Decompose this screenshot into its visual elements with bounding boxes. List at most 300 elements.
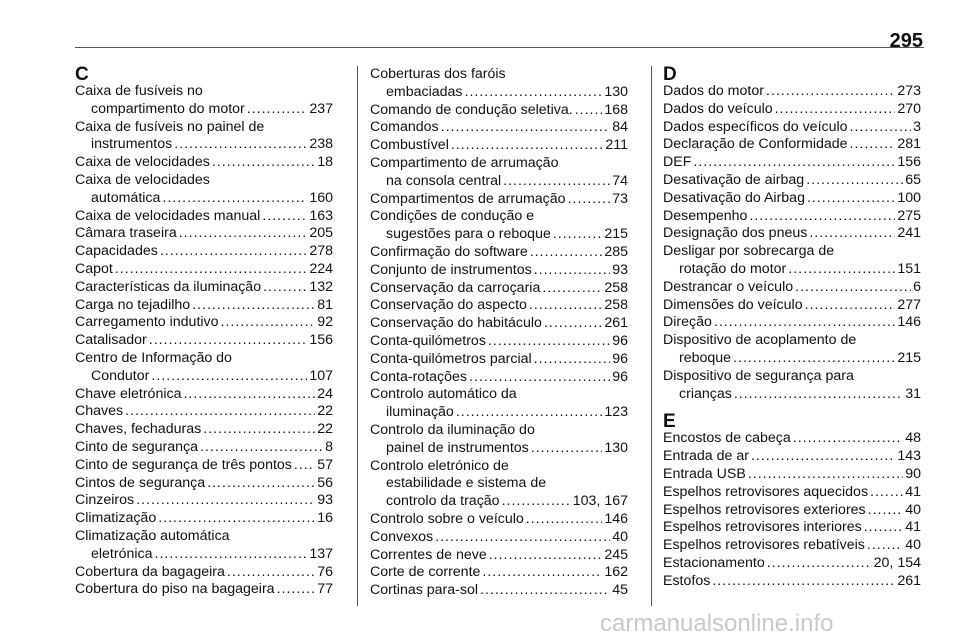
index-entry[interactable]	[370, 582, 628, 600]
index-entry[interactable]	[663, 154, 921, 172]
entry-page-number: 22	[317, 403, 333, 420]
entry-leader-line	[663, 297, 921, 315]
entry-leader-line	[663, 190, 921, 208]
index-entry[interactable]	[663, 314, 921, 332]
leader-dots	[542, 280, 602, 298]
index-entry[interactable]	[75, 261, 333, 279]
entry-leader-line	[75, 386, 333, 404]
page-number: 295	[889, 30, 923, 52]
entry-text-line: Caixa de velocidades	[75, 171, 210, 188]
entry-term: Espelhos retrovisores aquecidos	[663, 483, 869, 500]
entry-leader-line	[75, 564, 333, 582]
entry-leader-line	[75, 154, 333, 172]
leader-dots	[262, 208, 307, 226]
entry-term: Conservação do aspecto	[370, 297, 527, 314]
index-entry[interactable]	[663, 332, 921, 368]
entry-term: Dimensões do veículo	[663, 296, 803, 313]
entry-term: Conta-quilómetros	[370, 332, 486, 349]
index-entry[interactable]	[75, 225, 333, 243]
entry-term: crianças	[679, 385, 732, 402]
leader-dots	[221, 314, 316, 332]
leader-dots	[149, 332, 308, 350]
index-entry[interactable]	[75, 297, 333, 315]
entry-leader-line	[663, 119, 921, 137]
leader-dots	[212, 154, 315, 172]
entry-leader-line	[370, 369, 628, 387]
entry-term: Designação dos pneus	[663, 225, 808, 242]
index-column-3	[663, 66, 921, 591]
entry-leader-line	[75, 136, 333, 154]
leader-dots	[183, 386, 315, 404]
index-entry[interactable]	[370, 564, 628, 582]
entry-page-number: 241	[897, 225, 921, 242]
leader-dots	[247, 101, 308, 119]
entry-page-number: 107	[309, 367, 333, 384]
index-entry[interactable]	[663, 172, 921, 190]
entry-page-number: 65	[905, 171, 921, 188]
leader-dots	[734, 386, 903, 404]
leader-dots	[502, 493, 571, 511]
index-entry[interactable]	[370, 458, 628, 511]
leader-dots	[200, 439, 323, 457]
leader-dots	[805, 297, 896, 315]
leader-dots	[489, 547, 603, 565]
entry-term: Cintos de segurança	[75, 474, 206, 491]
leader-dots	[714, 314, 895, 332]
index-entry[interactable]	[75, 350, 333, 386]
index-column-2	[370, 66, 628, 600]
entry-leader-line	[75, 492, 333, 510]
entry-term: Chave eletrónica	[75, 385, 182, 402]
index-entry[interactable]	[75, 208, 333, 226]
entry-text-line: estabilidade e sistema de	[386, 475, 547, 492]
entry-leader-line	[663, 314, 921, 332]
index-entry[interactable]	[370, 191, 628, 209]
leader-dots	[864, 519, 904, 537]
leader-dots	[174, 136, 307, 154]
entry-text-line: Dispositivo de acoplamento de	[663, 332, 857, 349]
entry-term: eletrónica	[91, 545, 153, 562]
index-entry[interactable]	[370, 422, 628, 458]
entry-leader-line	[663, 430, 921, 448]
index-entry[interactable]	[370, 119, 628, 137]
entry-page-number: 76	[317, 563, 333, 580]
entry-term: Carga no tejadilho	[75, 296, 191, 313]
leader-dots	[162, 190, 307, 208]
entry-leader-line	[663, 502, 921, 520]
entry-leader-line	[370, 564, 628, 582]
entry-term: painel de instrumentos	[386, 439, 529, 456]
entry-leader-line	[75, 190, 333, 208]
index-entry[interactable]	[75, 421, 333, 439]
entry-term: Combustível	[370, 137, 449, 154]
index-entry[interactable]	[663, 484, 921, 502]
entry-term: Entrada de ar	[663, 448, 749, 465]
leader-dots	[712, 573, 895, 591]
entry-term: Cobertura da bagageira	[75, 563, 225, 580]
index-entry[interactable]	[370, 155, 628, 191]
leader-dots	[451, 137, 604, 155]
entry-page-number: 84	[612, 119, 628, 136]
entry-term: Caixa de velocidades	[75, 154, 210, 171]
index-entry[interactable]	[663, 279, 921, 297]
index-entry[interactable]	[663, 225, 921, 243]
index-entry[interactable]	[370, 244, 628, 262]
index-entry[interactable]	[75, 581, 333, 599]
entry-leader-line	[370, 280, 628, 298]
entry-leader-line	[370, 244, 628, 262]
index-entry[interactable]	[663, 119, 921, 137]
entry-page-number: 245	[604, 546, 628, 563]
entry-page-number: 24	[317, 385, 333, 402]
entry-leader-line	[663, 154, 921, 172]
leader-dots	[469, 369, 610, 387]
index-entry[interactable]	[370, 66, 628, 102]
index-entry[interactable]	[663, 502, 921, 520]
index-entry[interactable]	[663, 448, 921, 466]
entry-leader-line	[75, 297, 333, 315]
entry-leader-line	[370, 351, 628, 369]
entry-term: controlo da tração	[386, 493, 500, 510]
index-entry[interactable]	[663, 83, 921, 101]
entry-page-number: 100	[897, 189, 921, 206]
entry-page-number: 96	[612, 332, 628, 349]
index-entry[interactable]	[75, 564, 333, 582]
entry-term: Conservação do habitáculo	[370, 315, 542, 332]
leader-dots	[553, 226, 602, 244]
entry-term: Conjunto de instrumentos	[370, 261, 532, 278]
entry-text-line: Compartimento de arrumação	[370, 154, 559, 171]
entry-page-number: 156	[309, 332, 333, 349]
entry-term: Desativação do Airbag	[663, 189, 805, 206]
leader-dots	[155, 546, 308, 564]
entry-term: Cortinas para-sol	[370, 582, 479, 599]
entry-term: Características da iluminação	[75, 278, 262, 295]
index-entry[interactable]	[370, 511, 628, 529]
index-entry[interactable]	[370, 262, 628, 280]
entry-page-number: 31	[905, 385, 921, 402]
entry-term: Espelhos retrovisores exteriores	[663, 501, 866, 518]
leader-dots	[751, 448, 895, 466]
index-entry[interactable]	[370, 333, 628, 351]
entry-page-number: 18	[317, 154, 333, 171]
entry-term: sugestões para o reboque	[386, 226, 551, 243]
entry-page-number: 275	[897, 207, 921, 224]
index-entry[interactable]	[75, 154, 333, 172]
index-entry[interactable]	[370, 137, 628, 155]
index-entry[interactable]	[75, 172, 333, 208]
index-entry[interactable]	[663, 243, 921, 279]
column-divider	[357, 66, 358, 606]
entry-page-number: 56	[317, 474, 333, 491]
entry-term: Declaração de Conformidade	[663, 136, 848, 153]
index-entry[interactable]	[663, 208, 921, 226]
entry-page-number: 92	[317, 314, 333, 331]
entry-page-number: 132	[309, 278, 333, 295]
entry-page-number: 74	[612, 172, 628, 189]
leader-dots	[850, 119, 912, 137]
entry-term: Conservação da carroçaria	[370, 279, 541, 296]
index-entry[interactable]	[663, 136, 921, 154]
leader-dots	[766, 83, 895, 101]
leader-dots	[793, 430, 903, 448]
entry-page-number: 146	[604, 510, 628, 527]
entry-term: Entrada USB	[663, 465, 746, 482]
entry-page-number: 22	[317, 421, 333, 438]
entry-leader-line	[663, 466, 921, 484]
leader-dots	[207, 475, 315, 493]
entry-term: DEF	[663, 154, 692, 171]
entry-page-number: 96	[612, 350, 628, 367]
entry-page-number: 20, 154	[873, 554, 921, 571]
index-entry[interactable]	[75, 386, 333, 404]
entry-term: embaciadas	[386, 83, 463, 100]
entry-page-number: 160	[309, 189, 333, 206]
index-entry[interactable]	[370, 297, 628, 315]
entry-text-line: Controlo eletrónico de	[370, 457, 509, 474]
entry-leader-line	[75, 261, 333, 279]
entry-text-line: Dispositivo de segurança para	[663, 367, 854, 384]
index-entry[interactable]	[75, 439, 333, 457]
entry-page-number: 48	[905, 430, 921, 447]
leader-dots	[575, 102, 603, 120]
entry-text-line: Condições de condução e	[370, 208, 535, 225]
entry-leader-line	[663, 172, 921, 190]
leader-dots	[294, 457, 315, 475]
index-entry[interactable]	[370, 529, 628, 547]
leader-dots	[809, 225, 895, 243]
entry-leader-line	[663, 519, 921, 537]
index-entry[interactable]	[370, 369, 628, 387]
entry-leader-line	[75, 457, 333, 475]
entry-page-number: 238	[309, 136, 333, 153]
entry-leader-line	[663, 83, 921, 101]
entry-page-number: 215	[604, 226, 628, 243]
leader-dots	[456, 404, 603, 422]
index-entry[interactable]	[370, 102, 628, 120]
entry-leader-line	[370, 191, 628, 209]
entry-page-number: 130	[604, 439, 628, 456]
entry-leader-line	[75, 208, 333, 226]
index-entry[interactable]	[663, 368, 921, 404]
index-entry[interactable]	[75, 314, 333, 332]
entry-term: Convexos	[370, 528, 434, 545]
index-entry[interactable]	[370, 315, 628, 333]
entry-leader-line	[370, 547, 628, 565]
entry-term: Cinto de segurança	[75, 438, 199, 455]
entry-term: Chaves, fechaduras	[75, 421, 202, 438]
entry-page-number: 41	[905, 483, 921, 500]
index-entry[interactable]	[75, 475, 333, 493]
entry-leader-line	[75, 279, 333, 297]
entry-page-number: 40	[905, 537, 921, 554]
entry-page-number: 123	[604, 404, 628, 421]
index-entry[interactable]	[75, 119, 333, 155]
entry-term: Conta-rotações	[370, 368, 467, 385]
entry-page-number: 151	[897, 260, 921, 277]
leader-dots	[115, 261, 307, 279]
entry-page-number: 130	[604, 83, 628, 100]
leader-dots	[151, 368, 307, 386]
index-entry[interactable]	[75, 83, 333, 119]
index-entry[interactable]	[75, 279, 333, 297]
index-entry[interactable]	[75, 403, 333, 421]
entry-text-line: Desligar por sobrecarga de	[663, 243, 835, 260]
leader-dots	[488, 333, 610, 351]
leader-dots	[867, 537, 903, 555]
entry-term: Dados específicos do veículo	[663, 118, 848, 135]
leader-dots	[534, 262, 611, 280]
entry-page-number: 93	[317, 492, 333, 509]
entry-term: Conta-quilómetros parcial	[370, 350, 532, 367]
leader-dots	[160, 243, 308, 261]
entry-term: Controlo sobre o veículo	[370, 510, 524, 527]
index-entry[interactable]	[663, 297, 921, 315]
index-entry[interactable]	[663, 101, 921, 119]
leader-dots	[480, 582, 610, 600]
entry-page-number: 168	[604, 101, 628, 118]
entry-term: Comando de condução seletiva.	[370, 101, 573, 118]
section-letter: D	[663, 64, 677, 85]
entry-page-number: 270	[897, 100, 921, 117]
entry-page-number: 224	[309, 260, 333, 277]
entry-leader-line	[75, 475, 333, 493]
entry-page-number: 103, 167	[572, 493, 628, 510]
entry-page-number: 281	[897, 136, 921, 153]
leader-dots	[850, 136, 896, 154]
entry-page-number: 205	[309, 225, 333, 242]
entry-term: Catalisador	[75, 332, 147, 349]
entry-page-number: 77	[317, 581, 333, 598]
entry-leader-line	[370, 582, 628, 600]
leader-dots	[795, 279, 911, 297]
entry-page-number: 258	[604, 297, 628, 314]
leader-dots	[807, 190, 895, 208]
leader-dots	[482, 564, 602, 582]
entry-leader-line	[663, 537, 921, 555]
entry-leader-line	[663, 555, 921, 573]
index-entry[interactable]	[75, 457, 333, 475]
entry-leader-line	[663, 261, 921, 279]
entry-leader-line	[370, 493, 628, 511]
index-entry[interactable]	[663, 466, 921, 484]
entry-page-number: 73	[612, 190, 628, 207]
index-entry[interactable]	[75, 492, 333, 510]
index-entry[interactable]	[370, 208, 628, 244]
section-gap	[663, 403, 921, 413]
entry-page-number: 258	[604, 279, 628, 296]
entry-text-line: Caixa de fusíveis no	[75, 83, 203, 99]
entry-term: automática	[91, 189, 161, 206]
index-entry[interactable]	[663, 573, 921, 591]
index-entry[interactable]	[663, 537, 921, 555]
entry-text-line: Controlo da iluminação do	[370, 421, 535, 438]
entry-leader-line	[370, 262, 628, 280]
entry-page-number: 40	[612, 528, 628, 545]
leader-dots	[870, 484, 903, 502]
entry-page-number: 143	[897, 448, 921, 465]
index-entry[interactable]	[370, 351, 628, 369]
entry-page-number: 96	[612, 368, 628, 385]
entry-leader-line	[663, 136, 921, 154]
entry-term: Comandos	[370, 119, 439, 136]
entry-page-number: 277	[897, 296, 921, 313]
entry-term: Chaves	[75, 403, 124, 420]
entry-page-number: 261	[604, 315, 628, 332]
index-column-1	[75, 66, 333, 599]
leader-dots	[748, 466, 903, 484]
entry-term: Dados do veículo	[663, 100, 773, 117]
entry-term: Espelhos retrovisores interiores	[663, 519, 862, 536]
entry-term: Estacionamento	[663, 554, 765, 571]
entry-term: iluminação	[386, 404, 454, 421]
entry-leader-line	[370, 137, 628, 155]
entry-leader-line	[663, 386, 921, 404]
entry-page-number: 163	[309, 207, 333, 224]
entry-text-line: Coberturas dos faróis	[370, 66, 506, 82]
leader-dots	[733, 350, 895, 368]
index-entry[interactable]	[75, 332, 333, 350]
leader-dots	[529, 297, 602, 315]
leader-dots	[767, 555, 872, 573]
entry-page-number: 6	[913, 278, 921, 295]
index-entry[interactable]	[663, 430, 921, 448]
leader-dots	[568, 191, 611, 209]
entry-leader-line	[370, 173, 628, 191]
entry-term: Capacidades	[75, 243, 158, 260]
index-entry[interactable]	[663, 555, 921, 573]
entry-term: Dados do motor	[663, 83, 764, 99]
header-rule	[75, 47, 924, 48]
entry-term: Cobertura do piso na bagageira	[75, 581, 275, 598]
entry-leader-line	[370, 315, 628, 333]
column-divider	[651, 66, 652, 606]
entry-leader-line	[663, 484, 921, 502]
leader-dots	[806, 172, 903, 190]
leader-dots	[227, 564, 315, 582]
entry-leader-line	[75, 314, 333, 332]
leader-dots	[192, 297, 315, 315]
entry-term: Corte de corrente	[370, 564, 481, 581]
entry-term: Cinzeiros	[75, 492, 135, 509]
index-entry[interactable]	[663, 519, 921, 537]
entry-term: Condutor	[91, 367, 150, 384]
entry-leader-line	[663, 448, 921, 466]
entry-page-number: 90	[905, 465, 921, 482]
index-entry[interactable]	[370, 280, 628, 298]
entry-term: Encostos de cabeça	[663, 430, 791, 447]
entry-leader-line	[663, 101, 921, 119]
entry-term: Espelhos retrovisores rebatíveis	[663, 537, 865, 554]
entry-page-number: 8	[325, 438, 333, 455]
entry-text-line: Centro de Informação do	[75, 349, 232, 366]
entry-term: Cinto de segurança de três pontos	[75, 456, 292, 473]
leader-dots	[441, 119, 611, 137]
entry-leader-line	[370, 529, 628, 547]
index-entry[interactable]	[370, 547, 628, 565]
index-entry[interactable]	[75, 528, 333, 564]
index-entry[interactable]	[663, 190, 921, 208]
entry-page-number: 137	[309, 545, 333, 562]
index-entry[interactable]	[75, 243, 333, 261]
entry-leader-line	[75, 403, 333, 421]
entry-term: Desativação de airbag	[663, 171, 805, 188]
leader-dots	[534, 351, 611, 369]
entry-page-number: 45	[612, 582, 628, 599]
index-entry[interactable]	[370, 386, 628, 422]
entry-page-number: 40	[905, 501, 921, 518]
index-entry[interactable]	[75, 510, 333, 528]
